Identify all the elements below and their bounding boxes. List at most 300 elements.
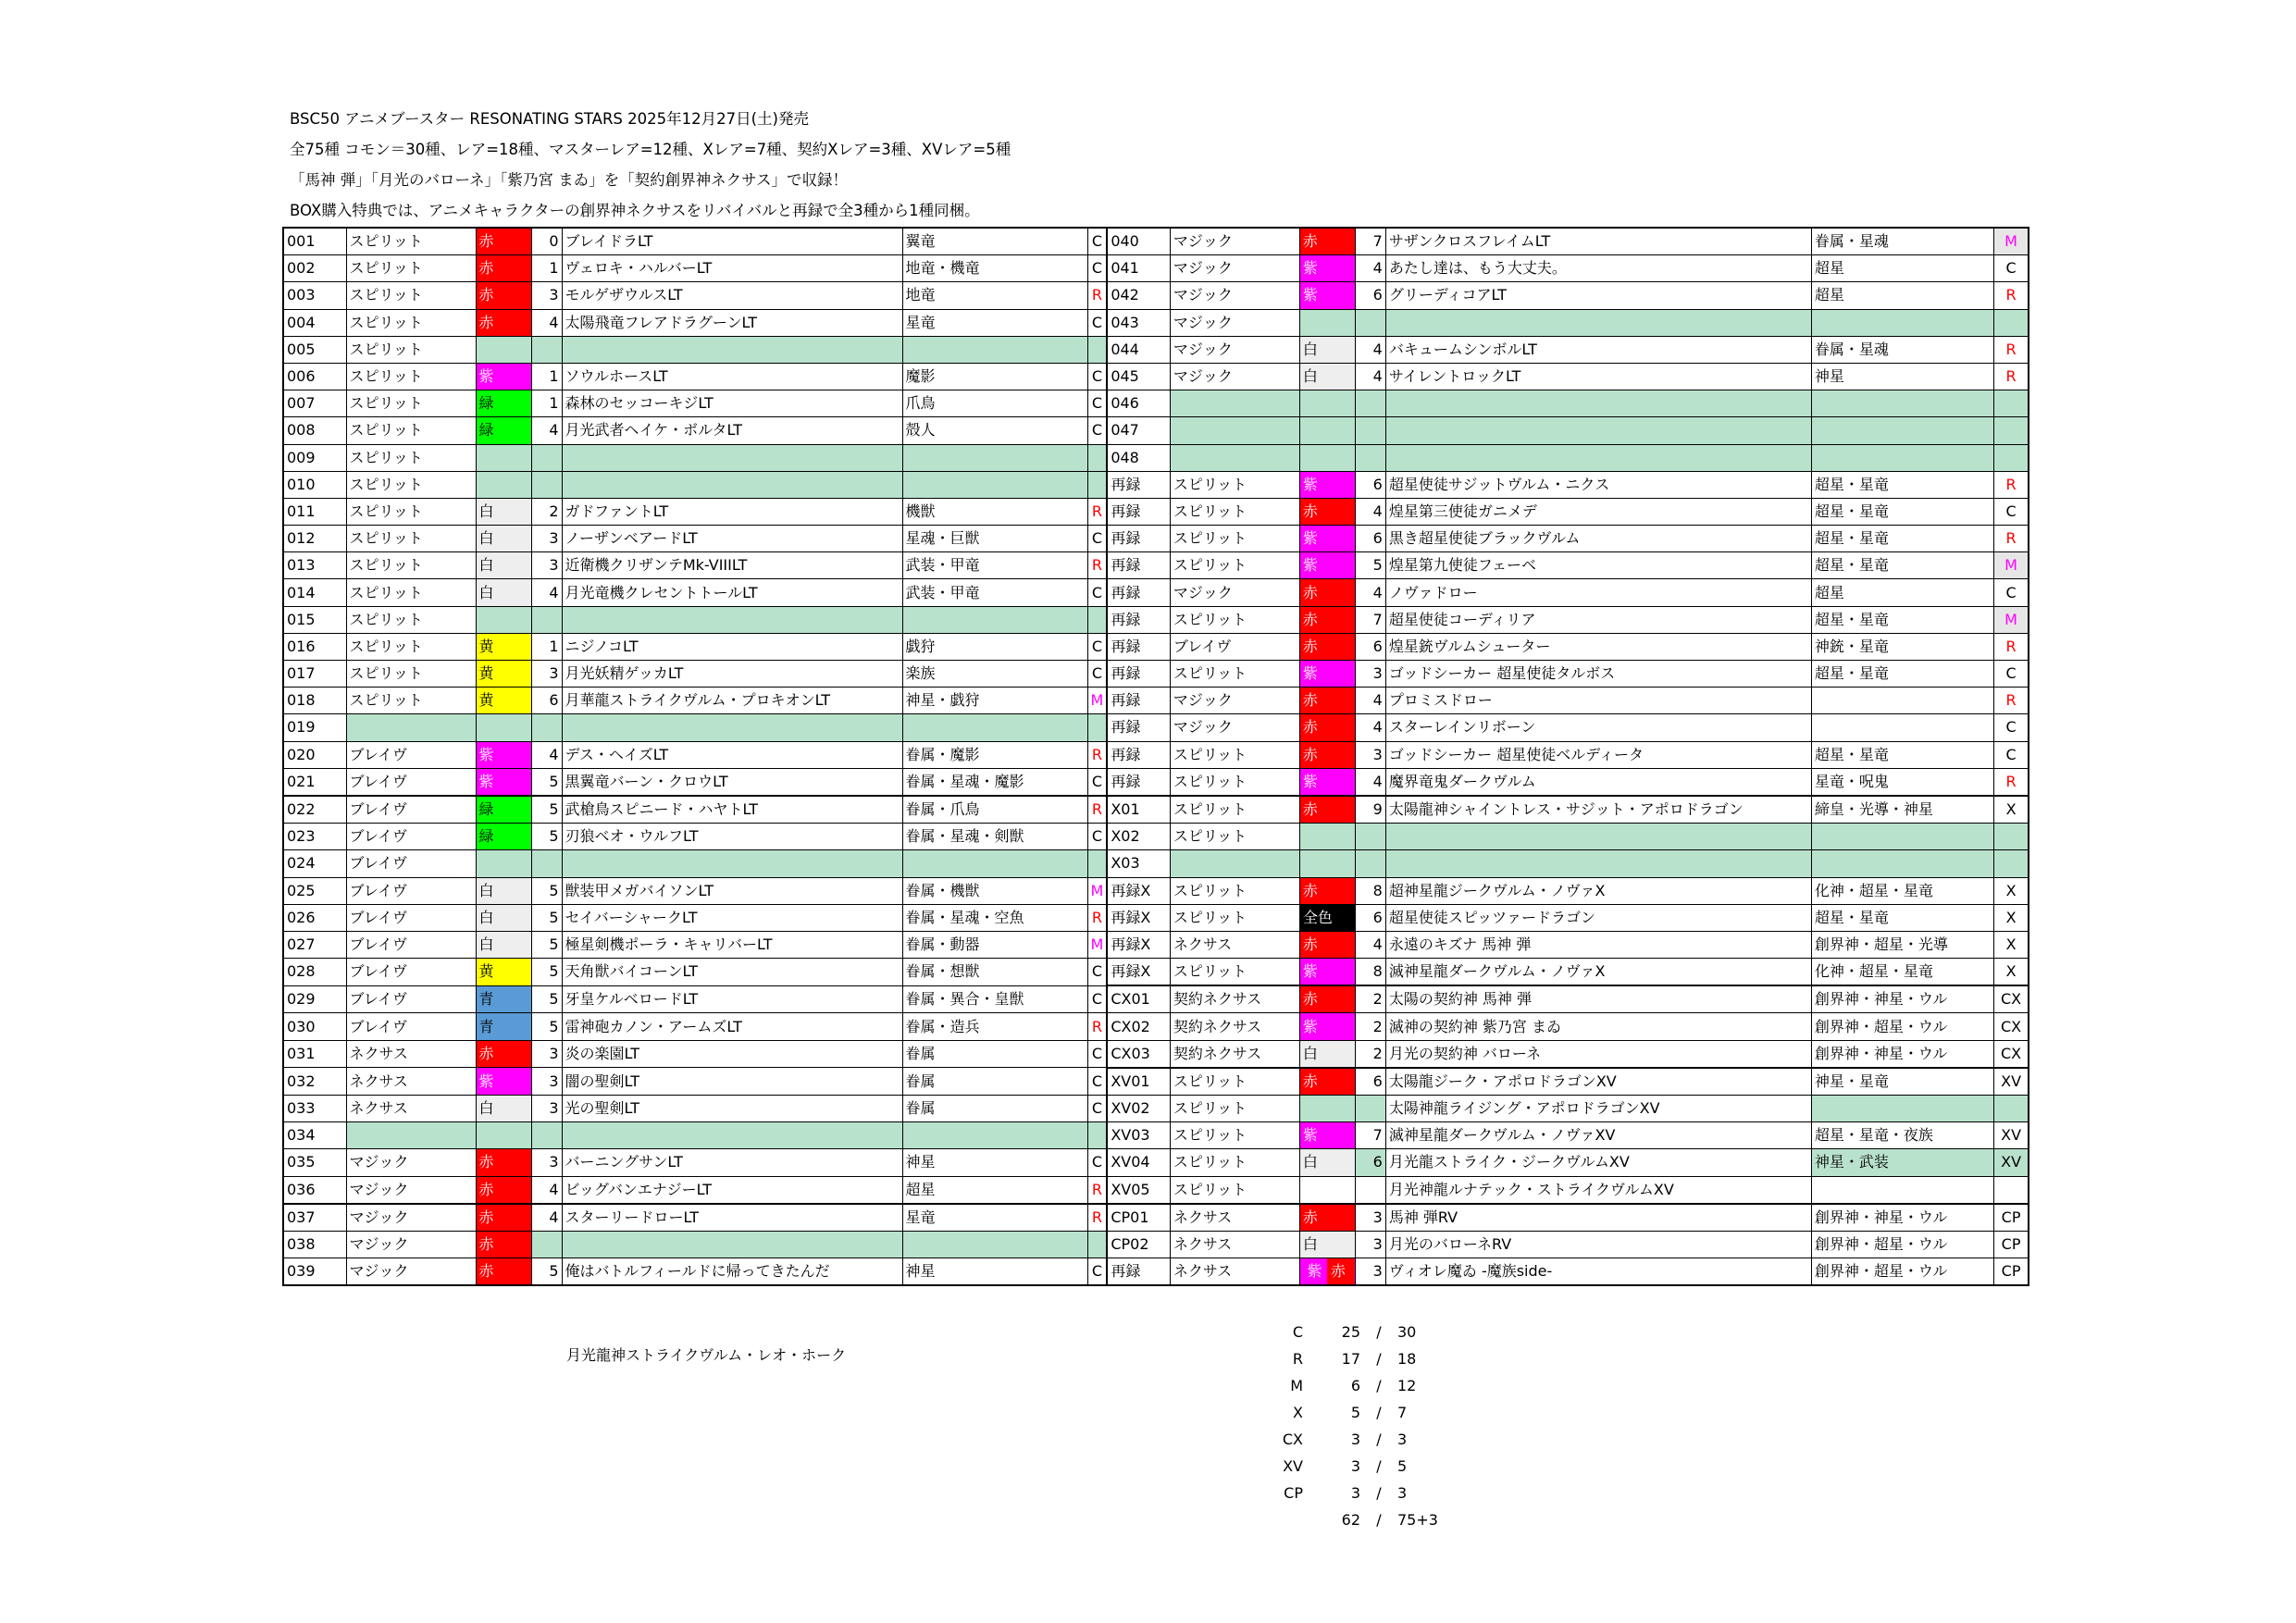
card-cost (531, 444, 562, 471)
card-rarity (1993, 444, 2029, 471)
card-cost: 3 (531, 1068, 562, 1096)
card-family (902, 1122, 1087, 1149)
card-rarity: X (1993, 904, 2029, 931)
card-color: 紫 (1299, 1013, 1355, 1040)
card-cost: 6 (531, 688, 562, 714)
card-rarity: R (1087, 552, 1107, 579)
stats-total: 7 (1397, 1404, 1408, 1421)
card-id: XV04 (1107, 1149, 1170, 1176)
card-cost: 3 (1355, 1258, 1385, 1286)
card-color: 紫 (1299, 959, 1355, 986)
card-name: サイレントロックLT (1385, 363, 1811, 390)
card-cost: 4 (1355, 714, 1385, 741)
card-rarity: C (1087, 1068, 1107, 1096)
card-cost: 3 (531, 1096, 562, 1122)
stats-owned: 3 (1350, 1484, 1360, 1502)
card-family: 神星 (902, 1258, 1087, 1286)
card-family (902, 471, 1087, 498)
card-family: 超星 (902, 1176, 1087, 1204)
card-name: 近衛機クリザンテMk-VIIILT (562, 552, 902, 579)
card-color: 紫 (476, 363, 531, 390)
card-category: スピリット (1170, 741, 1299, 768)
card-name: 月華龍ストライクヴルム・プロキオンLT (562, 688, 902, 714)
card-rarity: C (1993, 255, 2029, 282)
card-family: 眷属・星魂・剣獣 (902, 824, 1087, 850)
card-color: 紫 (1299, 471, 1355, 498)
card-name: 太陽龍神シャイントレス・サジット・アポロドラゴン (1385, 796, 1811, 824)
card-category (346, 714, 476, 741)
card-rarity: R (1993, 471, 2029, 498)
stats-total: 30 (1397, 1323, 1417, 1341)
card-id: 再録 (1107, 1258, 1170, 1286)
stats-owned: 3 (1350, 1431, 1360, 1448)
card-family: 眷属 (902, 1068, 1087, 1096)
card-category: スピリット (346, 526, 476, 552)
card-id: 028 (283, 959, 346, 986)
card-cost: 4 (531, 741, 562, 768)
card-category: マジック (1170, 363, 1299, 390)
card-color: 青 (476, 1013, 531, 1040)
card-rarity: C (1087, 959, 1107, 986)
card-color: 白 (476, 1096, 531, 1122)
card-name: 光の聖剣LT (562, 1096, 902, 1122)
card-family (902, 1231, 1087, 1258)
card-category: スピリット (1170, 471, 1299, 498)
card-cost: 4 (531, 579, 562, 606)
card-category: 契約ネクサス (1170, 1013, 1299, 1040)
card-category: スピリット (1170, 526, 1299, 552)
card-category: スピリット (346, 309, 476, 336)
card-name: ビッグバンエナジーLT (562, 1176, 902, 1204)
card-cost: 4 (1355, 579, 1385, 606)
card-family (1811, 1176, 1993, 1204)
table-row (283, 1231, 2029, 1258)
card-rarity: C (1087, 363, 1107, 390)
card-rarity (1087, 1122, 1107, 1149)
card-name (1385, 850, 1811, 877)
card-cost: 5 (531, 1258, 562, 1286)
card-name: 超星使徒サジットヴルム・ニクス (1385, 471, 1811, 498)
card-color: 赤 (1299, 741, 1355, 768)
card-id: 034 (283, 1122, 346, 1149)
card-id: 047 (1107, 417, 1170, 444)
card-rarity (1993, 390, 2029, 417)
card-category: スピリット (1170, 1176, 1299, 1204)
card-category: マジック (1170, 282, 1299, 309)
table-row (283, 363, 2029, 390)
card-color (476, 1122, 531, 1149)
card-id: 022 (283, 796, 346, 824)
card-id: XV02 (1107, 1096, 1170, 1122)
card-name: ノヴァドロー (1385, 579, 1811, 606)
table-row (283, 498, 2029, 525)
card-id: 019 (283, 714, 346, 741)
card-color: 赤 (1299, 1068, 1355, 1096)
table-row (283, 1096, 2029, 1122)
card-id: 014 (283, 579, 346, 606)
card-id: 再録 (1107, 526, 1170, 552)
card-category: ブレイヴ (346, 931, 476, 958)
card-name: 太陽飛竜フレアドラグーンLT (562, 309, 902, 336)
card-family (1811, 850, 1993, 877)
card-rarity: C (1087, 390, 1107, 417)
stats-rarity (1268, 1506, 1303, 1533)
card-color: 赤 (1299, 985, 1355, 1013)
card-family (902, 336, 1087, 363)
card-name: 馬神 弾RV (1385, 1204, 1811, 1232)
card-category: スピリット (346, 444, 476, 471)
card-family: 武装・甲竜 (902, 552, 1087, 579)
card-family: 楽族 (902, 661, 1087, 688)
card-id: XV05 (1107, 1176, 1170, 1204)
card-id: 007 (283, 390, 346, 417)
card-rarity: R (1087, 282, 1107, 309)
card-id: CX03 (1107, 1040, 1170, 1068)
card-color: 赤 (1299, 714, 1355, 741)
card-cost (531, 714, 562, 741)
card-color: 赤 (476, 1231, 531, 1258)
card-rarity: R (1087, 498, 1107, 525)
card-name: 滅神星龍ダークヴルム・ノヴァX (1385, 959, 1811, 986)
card-rarity: X (1993, 959, 2029, 986)
card-cost: 3 (1355, 1231, 1385, 1258)
card-id: 再録 (1107, 633, 1170, 660)
card-name: 月光竜機クレセントトールLT (562, 579, 902, 606)
table-row (283, 633, 2029, 660)
card-color (1299, 850, 1355, 877)
card-cost: 7 (1355, 1122, 1385, 1149)
card-color: 白 (476, 579, 531, 606)
card-color: 赤 (1299, 606, 1355, 633)
card-color: 紫 (1299, 526, 1355, 552)
card-rarity: M (1993, 606, 2029, 633)
card-name (562, 1122, 902, 1149)
card-cost: 2 (531, 498, 562, 525)
card-rarity: R (1993, 282, 2029, 309)
card-category: ブレイヴ (346, 824, 476, 850)
card-color: 赤 (476, 1149, 531, 1176)
card-rarity (1087, 1231, 1107, 1258)
card-name (1385, 309, 1811, 336)
card-category: ネクサス (1170, 1204, 1299, 1232)
card-category: マジック (1170, 688, 1299, 714)
card-family: 締皇・光導・神星 (1811, 796, 1993, 824)
card-id: 039 (283, 1258, 346, 1286)
card-cost: 4 (1355, 688, 1385, 714)
card-color: 白 (476, 877, 531, 904)
card-id: 043 (1107, 309, 1170, 336)
card-cost: 4 (531, 309, 562, 336)
card-name: 超星使徒コーディリア (1385, 606, 1811, 633)
card-color: 赤 (1299, 498, 1355, 525)
table-row (283, 714, 2029, 741)
card-color: 紫 (1299, 552, 1355, 579)
card-color: 赤 (476, 255, 531, 282)
card-id: 再録 (1107, 661, 1170, 688)
card-category: スピリット (1170, 552, 1299, 579)
card-category: マジック (346, 1231, 476, 1258)
card-family (1811, 688, 1993, 714)
stats-row (1268, 1319, 1453, 1345)
table-row (283, 796, 2029, 824)
card-family: 地竜 (902, 282, 1087, 309)
card-rarity: C (1993, 714, 2029, 741)
card-rarity: M (1087, 688, 1107, 714)
table-row (283, 417, 2029, 444)
stats-row (1268, 1480, 1453, 1506)
card-rarity: XV (1993, 1149, 2029, 1176)
card-name: プロミスドロー (1385, 688, 1811, 714)
card-family (1811, 714, 1993, 741)
card-color: 赤 (1299, 228, 1355, 255)
card-family: 神星 (1811, 363, 1993, 390)
card-id: 010 (283, 471, 346, 498)
card-rarity: C (1087, 824, 1107, 850)
card-name (562, 714, 902, 741)
card-cost (1355, 309, 1385, 336)
card-id: 031 (283, 1040, 346, 1068)
card-family: 超星・星竜 (1811, 526, 1993, 552)
table-row (283, 1068, 2029, 1096)
card-id: XV03 (1107, 1122, 1170, 1149)
table-row (283, 579, 2029, 606)
card-category: スピリット (1170, 824, 1299, 850)
card-cost: 6 (1355, 282, 1385, 309)
card-color: 紫 (1299, 255, 1355, 282)
card-name: 武槍鳥スピニード・ハヤトLT (562, 796, 902, 824)
card-family: 化神・超星・星竜 (1811, 877, 1993, 904)
card-category: ネクサス (346, 1040, 476, 1068)
card-category: スピリット (346, 579, 476, 606)
card-cost: 4 (531, 1204, 562, 1232)
card-family: 超星 (1811, 255, 1993, 282)
card-cost: 4 (531, 417, 562, 444)
card-id: 037 (283, 1204, 346, 1232)
card-name: ヴェロキ・ハルバーLT (562, 255, 902, 282)
card-family: 戯狩 (902, 633, 1087, 660)
card-cost: 2 (1355, 985, 1385, 1013)
card-category: スピリット (1170, 768, 1299, 796)
card-color: 黄 (476, 661, 531, 688)
card-id: 033 (283, 1096, 346, 1122)
card-name: 刃狼ベオ・ウルフLT (562, 824, 902, 850)
card-category: スピリット (346, 390, 476, 417)
card-color: 赤 (476, 282, 531, 309)
card-family: 武装・甲竜 (902, 579, 1087, 606)
card-name (1385, 444, 1811, 471)
card-category: 契約ネクサス (1170, 1040, 1299, 1068)
card-family: 超星 (1811, 579, 1993, 606)
card-cost: 5 (531, 959, 562, 986)
card-rarity: R (1993, 363, 2029, 390)
card-cost: 4 (1355, 363, 1385, 390)
card-family: 眷属・魔影 (902, 741, 1087, 768)
card-id: CP01 (1107, 1204, 1170, 1232)
card-color: 赤 (1299, 579, 1355, 606)
card-color: 黄 (476, 959, 531, 986)
table-row (283, 1040, 2029, 1068)
note-text: 月光龍神ストライクヴルム・レオ・ホーク (566, 1346, 847, 1364)
card-category: ネクサス (1170, 1231, 1299, 1258)
card-category: ブレイヴ (346, 877, 476, 904)
card-name: 永遠のキズナ 馬神 弾 (1385, 931, 1811, 958)
card-cost: 5 (531, 1013, 562, 1040)
card-cost: 1 (531, 255, 562, 282)
card-rarity: C (1087, 768, 1107, 796)
card-rarity: M (1993, 228, 2029, 255)
card-color: 赤 (1299, 931, 1355, 958)
card-category: ブレイヴ (346, 904, 476, 931)
card-name (1385, 390, 1811, 417)
table-row (283, 1149, 2029, 1176)
card-family (902, 606, 1087, 633)
card-cost: 3 (531, 526, 562, 552)
card-color: 赤 (1299, 688, 1355, 714)
card-rarity: C (1993, 498, 2029, 525)
card-id: 035 (283, 1149, 346, 1176)
stats-owned: 5 (1350, 1404, 1360, 1421)
card-color: 黄 (476, 688, 531, 714)
card-category: スピリット (346, 336, 476, 363)
card-color (476, 471, 531, 498)
stats-owned: 25 (1341, 1323, 1360, 1341)
card-cost (1355, 444, 1385, 471)
card-family: 星竜 (902, 309, 1087, 336)
card-category: スピリット (346, 661, 476, 688)
card-cost: 6 (1355, 1068, 1385, 1096)
card-category (1170, 417, 1299, 444)
card-color: 白 (1299, 1149, 1355, 1176)
card-color: 赤 (476, 1258, 531, 1286)
card-category: ネクサス (346, 1096, 476, 1122)
card-name: 月光のバローネRV (1385, 1231, 1811, 1258)
card-id: 再録 (1107, 498, 1170, 525)
card-name: セイバーシャークLT (562, 904, 902, 931)
card-name: 黒き超星使徒ブラックヴルム (1385, 526, 1811, 552)
card-category (346, 1122, 476, 1149)
card-name: モルゲザウルスLT (562, 282, 902, 309)
card-family: 神星・武装 (1811, 1149, 1993, 1176)
stats-total: 5 (1397, 1457, 1408, 1475)
card-family: 超星・星竜 (1811, 606, 1993, 633)
card-color: 赤 (1299, 796, 1355, 824)
card-id: 045 (1107, 363, 1170, 390)
card-rarity (1993, 824, 2029, 850)
header-line-4: BOX購入特典では、アニメキャラクターの創界神ネクサスをリバイバルと再録で全3種から1種同梱。 (290, 202, 980, 219)
card-rarity: CP (1993, 1231, 2029, 1258)
card-id: 018 (283, 688, 346, 714)
card-category: ブレイヴ (346, 985, 476, 1013)
stats-owned: 17 (1341, 1350, 1360, 1368)
card-category: スピリット (1170, 877, 1299, 904)
card-cost: 0 (531, 228, 562, 255)
card-name: 煌星第九使徒フェーベ (1385, 552, 1811, 579)
table-row (283, 1204, 2029, 1232)
card-family (1811, 824, 1993, 850)
card-cost: 2 (1355, 1013, 1385, 1040)
card-category: スピリット (346, 255, 476, 282)
card-family: 眷属・星魂 (1811, 228, 1993, 255)
card-name: 牙皇ケルベロードLT (562, 985, 902, 1013)
card-rarity (1087, 336, 1107, 363)
card-category: スピリット (1170, 1149, 1299, 1176)
stats-slash: / (1376, 1404, 1382, 1421)
card-cost (531, 1231, 562, 1258)
card-rarity: M (1993, 552, 2029, 579)
card-family: 眷属・爪鳥 (902, 796, 1087, 824)
card-cost: 2 (1355, 1040, 1385, 1068)
card-category: スピリット (1170, 498, 1299, 525)
card-category: スピリット (1170, 661, 1299, 688)
card-category: ブレイヴ (346, 741, 476, 768)
stats-total: 75+3 (1397, 1511, 1438, 1529)
card-name: デス・ヘイズLT (562, 741, 902, 768)
card-cost (1355, 417, 1385, 444)
card-id: 再録X (1107, 931, 1170, 958)
card-family: 眷属・動器 (902, 931, 1087, 958)
card-family: 翼竜 (902, 228, 1087, 255)
card-color: 赤 (1299, 1204, 1355, 1232)
stats-slash: / (1376, 1431, 1382, 1448)
card-category (1170, 390, 1299, 417)
card-category: スピリット (346, 688, 476, 714)
rarity-stats-table (1268, 1319, 1453, 1533)
table-row (283, 877, 2029, 904)
card-id: 009 (283, 444, 346, 471)
card-name: ソウルホースLT (562, 363, 902, 390)
table-row (283, 255, 2029, 282)
card-cost: 9 (1355, 796, 1385, 824)
table-row (283, 959, 2029, 986)
table-row (283, 768, 2029, 796)
card-id: 024 (283, 850, 346, 877)
table-row (283, 1013, 2029, 1040)
card-name (1385, 824, 1811, 850)
card-rarity: C (1087, 228, 1107, 255)
stats-owned: 3 (1350, 1457, 1360, 1475)
stats-rarity: CP (1284, 1484, 1303, 1502)
card-cost: 3 (531, 1040, 562, 1068)
card-rarity: X (1993, 931, 2029, 958)
card-cost: 7 (1355, 606, 1385, 633)
card-cost (531, 850, 562, 877)
card-rarity: C (1087, 985, 1107, 1013)
card-family: 眷属・異合・皇獣 (902, 985, 1087, 1013)
card-category: スピリット (346, 606, 476, 633)
card-color: 青 (476, 985, 531, 1013)
card-family: 神銃・星竜 (1811, 633, 1993, 660)
table-row (283, 661, 2029, 688)
card-name: 天角獣バイコーンLT (562, 959, 902, 986)
card-cost: 5 (531, 985, 562, 1013)
card-family: 超星・星竜 (1811, 498, 1993, 525)
card-cost: 3 (1355, 741, 1385, 768)
card-category: ブレイヴ (346, 796, 476, 824)
card-family: 創界神・超星・ウル (1811, 1258, 1993, 1286)
card-rarity: R (1993, 768, 2029, 796)
card-name: 太陽神龍ライジング・アポロドラゴンXV (1385, 1096, 1811, 1122)
table-row (283, 606, 2029, 633)
card-rarity: C (1087, 417, 1107, 444)
card-family: 超星・星竜 (1811, 661, 1993, 688)
card-color: 紫 (476, 741, 531, 768)
table-row (283, 228, 2029, 255)
card-family: 創界神・神星・ウル (1811, 985, 1993, 1013)
card-id: 再録X (1107, 877, 1170, 904)
card-cost: 5 (1355, 552, 1385, 579)
card-category: マジック (346, 1149, 476, 1176)
card-color (1299, 309, 1355, 336)
